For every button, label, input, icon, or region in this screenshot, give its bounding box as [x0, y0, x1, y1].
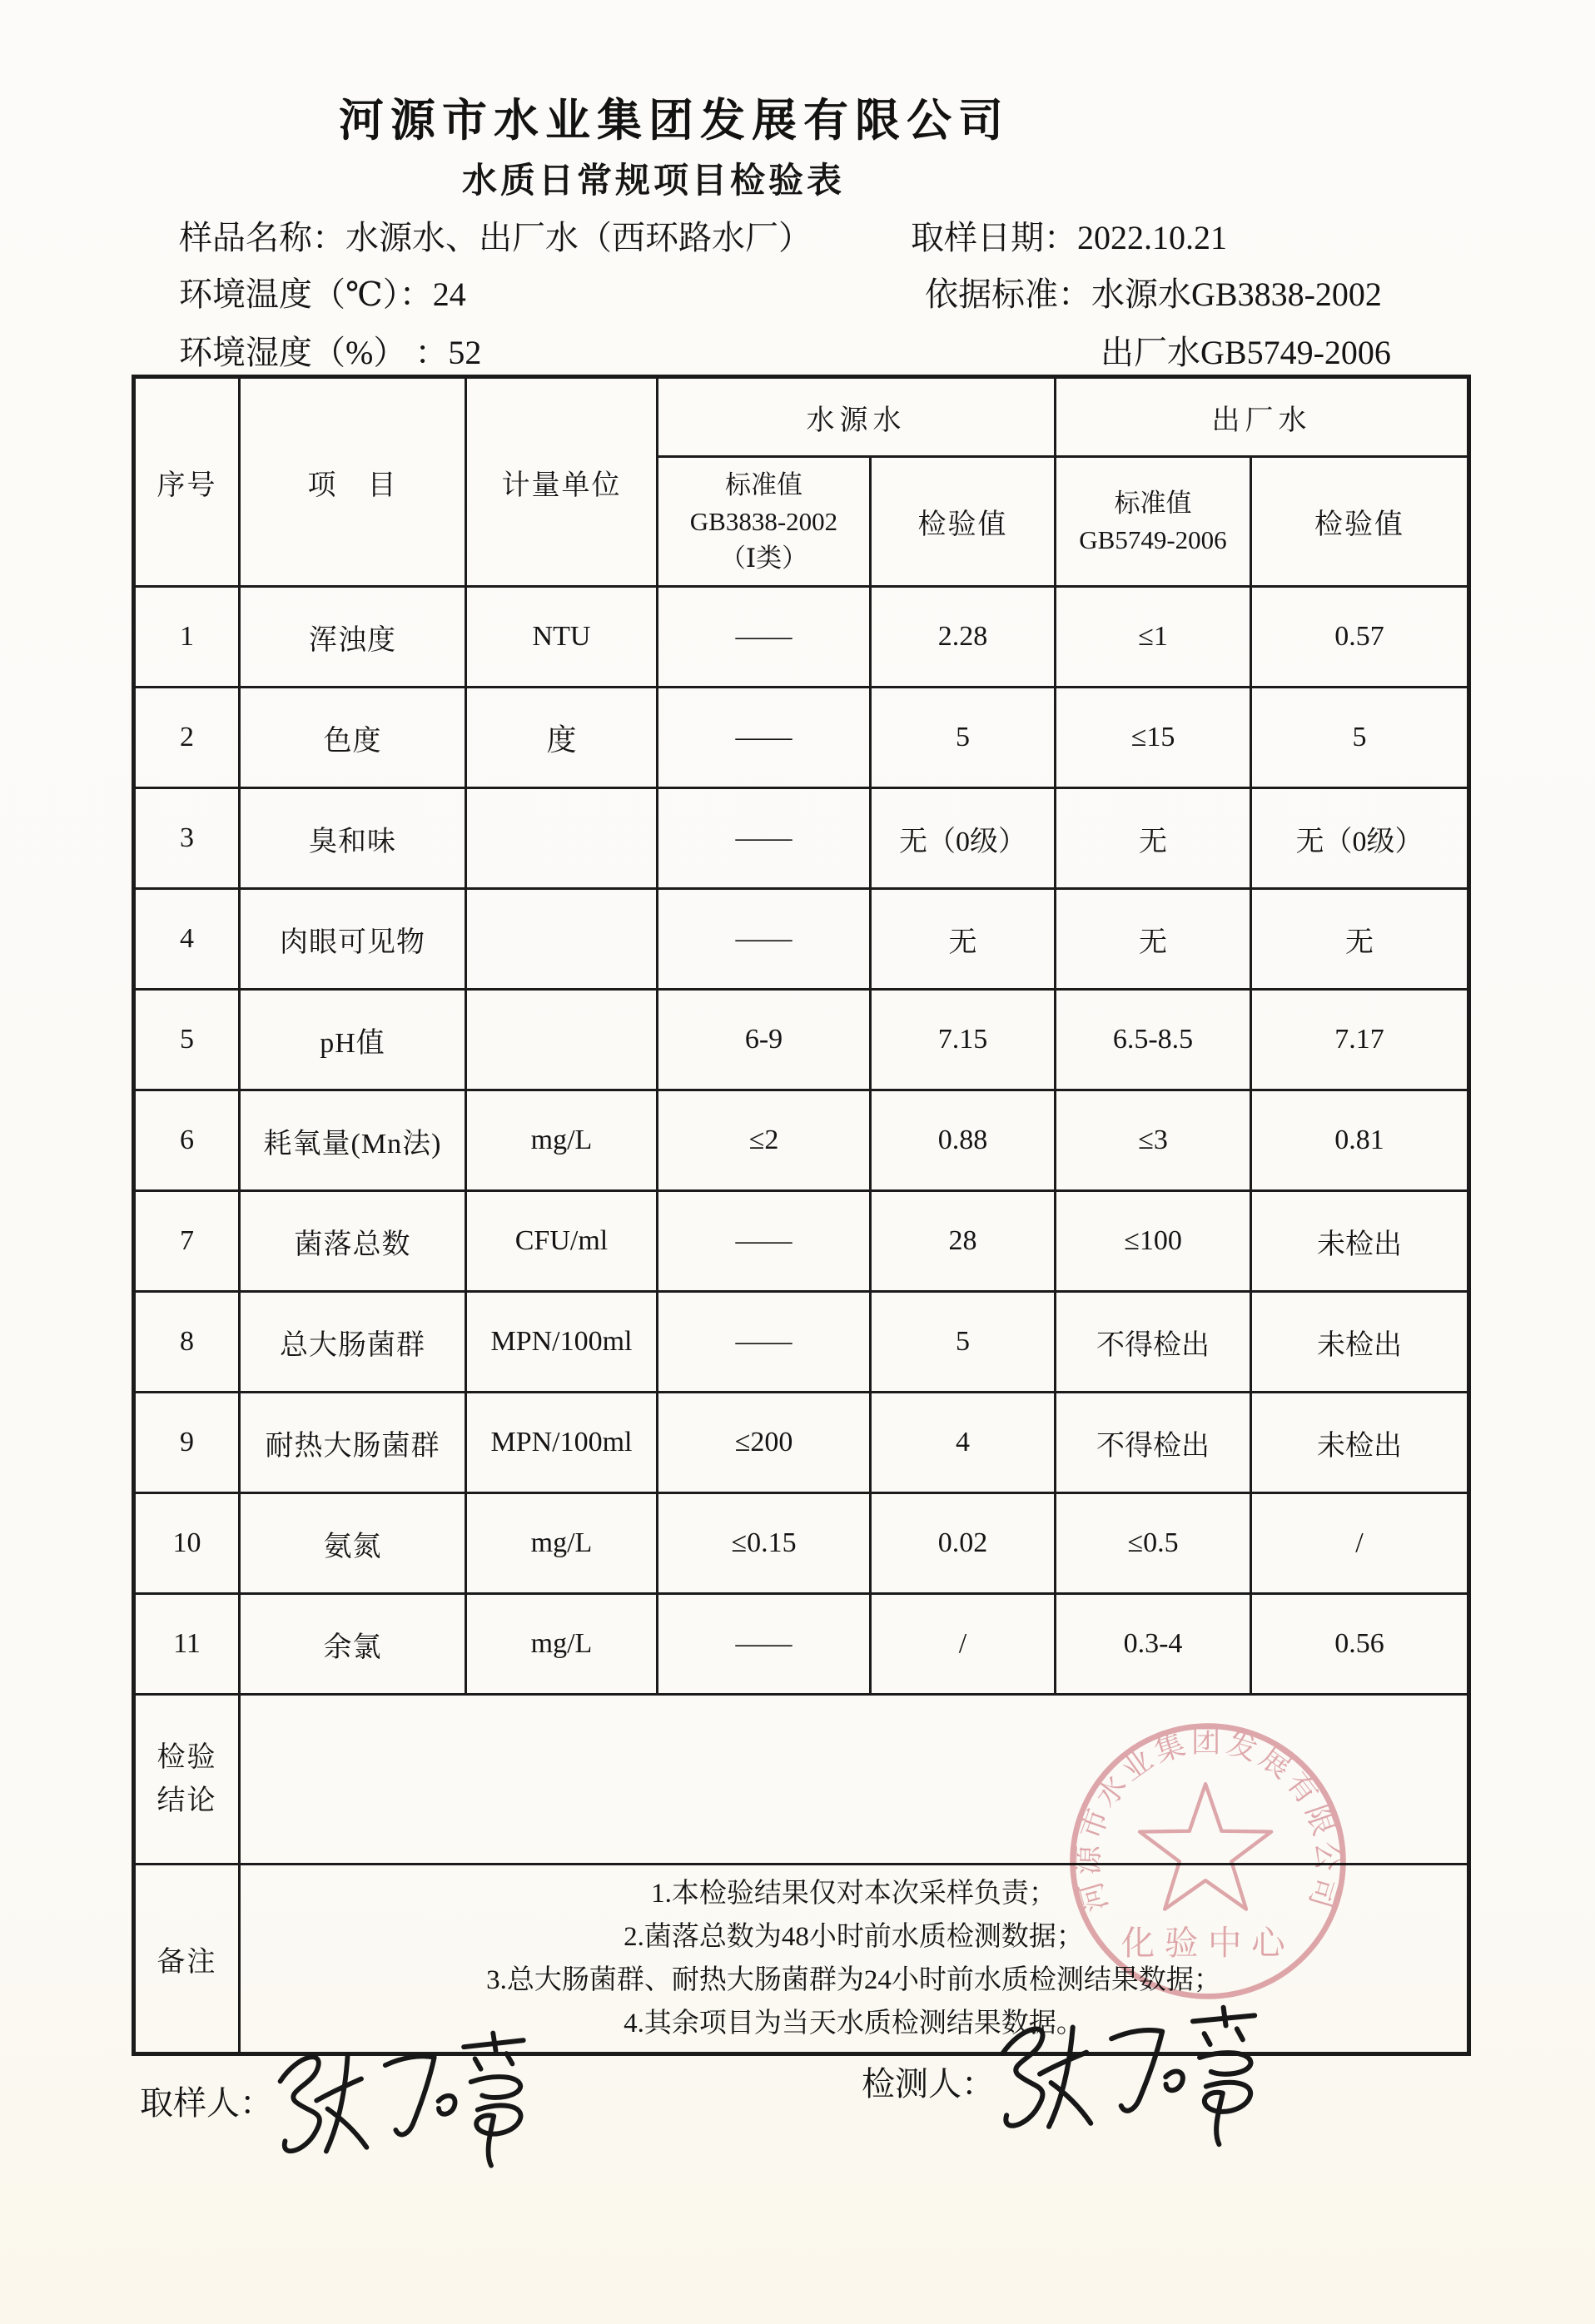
row-11-out-val: 0.56 [1251, 1594, 1469, 1695]
outlet-standard-code: GB5749-2006 [1079, 524, 1227, 554]
row-2-unit: 度 [466, 688, 658, 788]
table-row [134, 1292, 1469, 1393]
tester-label: 检测人： [862, 2065, 995, 2103]
tester-signature [984, 1997, 1264, 2161]
row-3-unit [466, 788, 658, 889]
sample-name-value: 水源水、出厂水（西环路水厂） [345, 219, 812, 256]
header-source-value: 检验值 [871, 457, 1056, 587]
remark-line-3: 3.总大肠菌群、耐热大肠菌群为24小时前水质检测结果数据； [486, 1965, 1221, 1995]
stamp-arc-text: 河源市水业集团发展有限公司 [1071, 1725, 1344, 1916]
row-3-src-val: 无（0级） [871, 788, 1056, 889]
row-8-out-std: 不得检出 [1056, 1292, 1251, 1393]
table-row [134, 1090, 1469, 1191]
row-5-src-val: 7.15 [871, 990, 1056, 1090]
header-unit: 计量单位 [466, 377, 658, 587]
conclusion-label-line2: 结论 [157, 1785, 217, 1816]
row-6-seq: 6 [134, 1090, 240, 1191]
row-7-seq: 7 [134, 1191, 240, 1292]
stamp-arc-text-el [1071, 1726, 1344, 1916]
row-11-out-std: 0.3-4 [1056, 1594, 1251, 1695]
remark-line-1: 1.本检验结果仅对本次采样负责； [651, 1879, 1056, 1909]
row-2-src-std: —— [658, 688, 871, 788]
row-10-src-val: 0.02 [871, 1493, 1056, 1594]
standard-source-water: 水源水GB3838-2002 [1091, 276, 1382, 313]
row-8-src-val: 5 [871, 1292, 1056, 1393]
row-11-item: 余氯 [240, 1594, 466, 1695]
row-7-unit: CFU/ml [466, 1191, 658, 1292]
row-10-out-std: ≤0.5 [1056, 1493, 1251, 1594]
row-2-out-std: ≤15 [1056, 688, 1251, 788]
row-4-src-std: —— [658, 889, 871, 990]
row-10-out-val: / [1251, 1493, 1469, 1594]
official-seal-stamp [1063, 1716, 1353, 2006]
row-9-unit: MPN/100ml [466, 1393, 658, 1493]
header-source-water-group: 水源水 [658, 377, 1056, 457]
row-1-item: 浑浊度 [240, 587, 466, 688]
remark-line-4: 4.其余项目为当天水质检测结果数据。 [624, 2009, 1084, 2038]
row-1-out-std: ≤1 [1056, 587, 1251, 688]
star-icon [1140, 1784, 1271, 1909]
sampling-date-line [911, 211, 1227, 259]
row-4-out-std: 无 [1056, 889, 1251, 990]
sampling-date-label: 取样日期： [911, 219, 1077, 256]
row-4-out-val: 无 [1251, 889, 1469, 990]
standard-outlet-water: 出厂水GB5749-2006 [1101, 334, 1391, 371]
header-seq: 序号 [134, 377, 240, 587]
table-row [134, 1594, 1469, 1695]
row-8-item: 总大肠菌群 [240, 1292, 466, 1393]
row-4-seq: 4 [134, 889, 240, 990]
header-group-row [134, 377, 1469, 457]
sampler-signature [261, 2023, 535, 2187]
env-temp-value: 24 [432, 276, 466, 313]
row-3-src-std: —— [658, 788, 871, 889]
row-6-out-val: 0.81 [1251, 1090, 1469, 1191]
env-humidity-value: 52 [448, 334, 482, 371]
table-row [134, 990, 1469, 1090]
header-source-standard [658, 457, 871, 587]
row-9-item: 耐热大肠菌群 [240, 1393, 466, 1493]
outlet-standard-label: 标准值 [1114, 488, 1192, 518]
standard-line [925, 268, 1382, 315]
form-title: 水质日常规项目检验表 [461, 162, 845, 201]
table-row [134, 1393, 1469, 1493]
row-8-seq: 8 [134, 1292, 240, 1393]
conclusion-label-line1: 检验 [157, 1741, 217, 1773]
table-row [134, 587, 1469, 688]
row-3-item: 臭和味 [240, 788, 466, 889]
sample-name-label: 样品名称： [179, 219, 345, 256]
remark-line-2: 2.菌落总数为48小时前水质检测数据； [624, 1922, 1084, 1952]
row-6-unit: mg/L [466, 1090, 658, 1191]
row-10-unit: mg/L [466, 1493, 658, 1594]
row-1-seq: 1 [134, 587, 240, 688]
row-6-out-std: ≤3 [1056, 1090, 1251, 1191]
row-9-out-val: 未检出 [1251, 1393, 1469, 1493]
row-10-src-std: ≤0.15 [658, 1493, 871, 1594]
row-10-item: 氨氮 [240, 1493, 466, 1594]
row-9-src-std: ≤200 [658, 1393, 871, 1493]
row-5-seq: 5 [134, 990, 240, 1090]
env-humidity-line [179, 326, 481, 374]
row-1-src-val: 2.28 [871, 587, 1056, 688]
row-11-unit: mg/L [466, 1594, 658, 1695]
row-3-out-val: 无（0级） [1251, 788, 1469, 889]
row-8-src-std: —— [658, 1292, 871, 1393]
row-6-src-std: ≤2 [658, 1090, 871, 1191]
row-7-out-std: ≤100 [1056, 1191, 1251, 1292]
row-2-item: 色度 [240, 688, 466, 788]
header-outlet-value: 检验值 [1251, 457, 1469, 587]
row-5-src-std: 6-9 [658, 990, 871, 1090]
row-8-out-val: 未检出 [1251, 1292, 1469, 1393]
table-row [134, 889, 1469, 990]
table-row [134, 688, 1469, 788]
env-humidity-label: 环境湿度（%） ： [179, 334, 449, 371]
row-8-unit: MPN/100ml [466, 1292, 658, 1393]
row-6-src-val: 0.88 [871, 1090, 1056, 1191]
row-9-seq: 9 [134, 1393, 240, 1493]
row-5-unit [466, 990, 658, 1090]
company-title: 河源市水业集团发展有限公司 [339, 96, 1010, 146]
row-2-src-val: 5 [871, 688, 1056, 788]
row-4-unit [466, 889, 658, 990]
table-row [134, 1493, 1469, 1594]
row-5-out-val: 7.17 [1251, 990, 1469, 1090]
row-1-src-std: —— [658, 587, 871, 688]
row-5-out-std: 6.5-8.5 [1056, 990, 1251, 1090]
row-11-seq: 11 [134, 1594, 240, 1695]
row-5-item: pH值 [240, 990, 466, 1090]
conclusion-label [134, 1695, 240, 1865]
row-1-out-val: 0.57 [1251, 587, 1469, 688]
row-3-out-std: 无 [1056, 788, 1251, 889]
row-4-src-val: 无 [871, 889, 1056, 990]
row-10-seq: 10 [134, 1493, 240, 1594]
row-9-out-std: 不得检出 [1056, 1393, 1251, 1493]
table-row [134, 1191, 1469, 1292]
source-standard-class: （Ⅰ类） [719, 543, 808, 573]
header-item: 项 目 [240, 377, 466, 587]
row-4-item: 肉眼可见物 [240, 889, 466, 990]
header-outlet-water-group: 出厂水 [1056, 377, 1469, 457]
sample-name-line [179, 211, 812, 259]
table-row [134, 788, 1469, 889]
source-standard-code: GB3838-2002 [689, 506, 838, 536]
standard-outlet-line [1101, 326, 1391, 374]
header-outlet-standard [1056, 457, 1251, 587]
env-temp-line [179, 268, 466, 315]
row-7-src-val: 28 [871, 1191, 1056, 1292]
row-9-src-val: 4 [871, 1393, 1056, 1493]
remarks-label: 备注 [134, 1865, 240, 2054]
row-1-unit: NTU [466, 587, 658, 688]
row-7-src-std: —— [658, 1191, 871, 1292]
standard-label: 依据标准： [925, 276, 1091, 313]
sampler-label: 取样人： [140, 2084, 273, 2122]
row-7-item: 菌落总数 [240, 1191, 466, 1292]
row-11-src-std: —— [658, 1594, 871, 1695]
row-6-item: 耗氧量(Mn法) [240, 1090, 466, 1191]
source-standard-label: 标准值 [725, 469, 802, 499]
env-temp-label: 环境温度（℃）： [179, 276, 433, 313]
row-7-out-val: 未检出 [1251, 1191, 1469, 1292]
row-2-out-val: 5 [1251, 688, 1469, 788]
stamp-center-text: 化验中心 [1120, 1924, 1295, 1963]
row-11-src-val: / [871, 1594, 1056, 1695]
sampling-date-value: 2022.10.21 [1077, 219, 1227, 256]
row-3-seq: 3 [134, 788, 240, 889]
row-2-seq: 2 [134, 688, 240, 788]
